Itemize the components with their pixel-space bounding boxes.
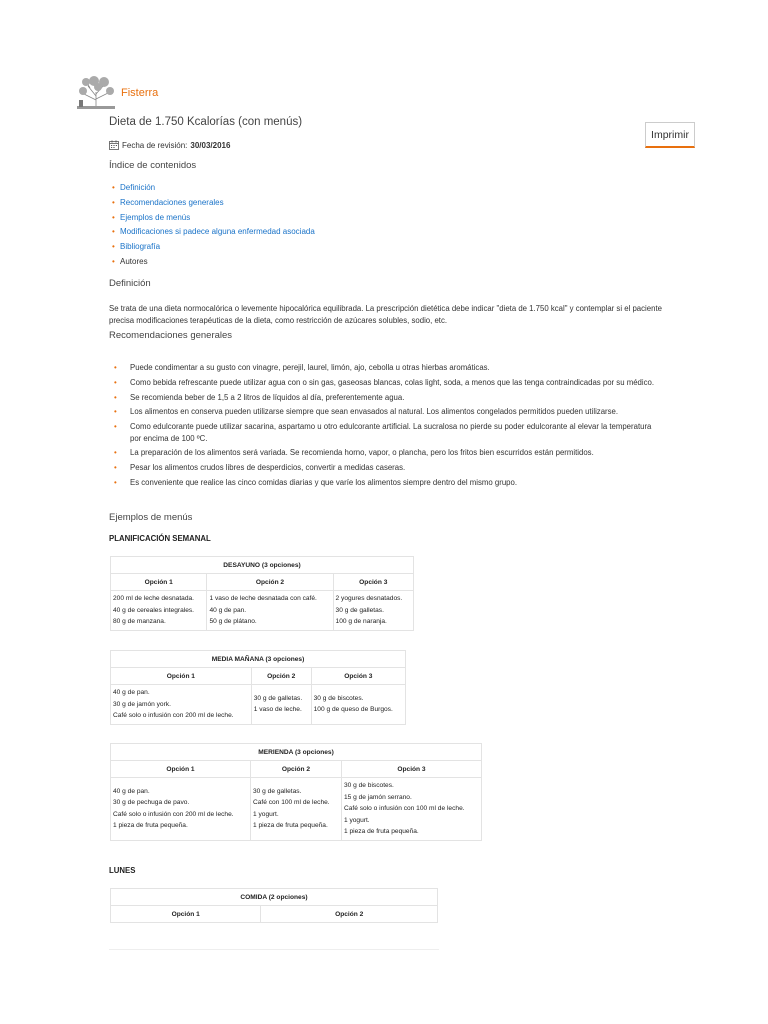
cell-line: 1 vaso de leche desnatada con café. <box>209 595 317 602</box>
revision-date <box>109 140 230 150</box>
cell-line: 100 g de queso de Burgos. <box>313 706 393 714</box>
comida-table <box>110 888 438 923</box>
table-cell <box>207 591 333 631</box>
table-title: DESAYUNO (3 opciones) <box>111 557 414 574</box>
column-header: Opción 2 <box>251 761 342 778</box>
table-cell <box>311 685 405 725</box>
cell-line: 100 g de naranja. <box>335 618 387 625</box>
toc-link-bibliografia[interactable]: Bibliografía <box>120 242 161 252</box>
cell-line: 40 g de pan. <box>209 606 247 614</box>
cell-line: Café solo o infusión con 100 ml de leche. <box>343 805 465 812</box>
list-item: • Se recomienda beber de 1,5 a 2 litros de líquidos al día, preferentemente agua. <box>122 392 662 404</box>
cell-line: Café solo o infusión con 200 ml de leche. <box>113 810 234 818</box>
list-item: • Como bebida refrescante puede utilizar agua con o sin gas, gaseosas blancas, colas light, soda, a menos que las tenga contraindicadas por su médico. <box>122 377 662 389</box>
column-header: Opción 3 <box>341 761 481 778</box>
table-title: MEDIA MAÑANA (3 opciones) <box>111 651 406 668</box>
revision-label: Fecha de revisión: <box>122 140 188 150</box>
toc-link-modificaciones[interactable]: Modificaciones si padece alguna enfermedad asociada <box>120 227 315 237</box>
column-header: Opción 2 <box>251 668 311 685</box>
fisterra-logo <box>74 76 118 110</box>
page-title: Dieta de 1.750 Kcalorías (con menús) <box>109 116 303 128</box>
list-item: • La preparación de los alimentos será variada. Se recomienda horno, vapor, o plancha, pero los fritos bien escurridos están permitidos. <box>122 447 662 459</box>
definition-heading: Definición <box>109 278 151 289</box>
table-cell <box>251 685 311 725</box>
list-item: • Como edulcorante puede utilizar sacarina, aspartamo u otro edulcorante artificial. La sucralosa no pierde su poder edulcorante al elevar la temperatura por encima de 100 ºC. <box>122 421 662 444</box>
column-header: Opción 3 <box>311 668 405 685</box>
table-title: COMIDA (2 opciones) <box>111 889 438 906</box>
cell-line: 40 g de pan. <box>113 689 150 696</box>
calendar-icon <box>109 140 119 150</box>
examples-heading: Ejemplos de menús <box>109 512 193 523</box>
list-item: • Es conveniente que realice las cinco comidas diarias y que varíe los alimentos siempre dentro del mismo grupo. <box>122 477 662 489</box>
table-cell <box>111 778 251 841</box>
monday-label: LUNES <box>109 866 136 875</box>
toc-text-autores: Autores <box>120 256 148 266</box>
table-cell <box>111 591 207 631</box>
definition-text: Se trata de una dieta normocalórica o levemente hipocalórica equilibrada. La prescripción dietética debe indicar "dieta de 1.750 kcal" y contemplar si el paciente precisa modificaciones terapéuticas de la dieta, como restricción de azúcares solubles, sodio, etc. <box>109 304 662 325</box>
cell-line: 30 g de biscotes. <box>313 694 364 702</box>
cell-line: 30 g de galletas. <box>253 787 302 795</box>
cell-line: 1 yogurt. <box>343 816 370 824</box>
table-cell <box>251 778 342 841</box>
table-row <box>111 591 414 631</box>
column-header: Opción 1 <box>111 906 261 923</box>
toc-item-definicion[interactable] <box>112 181 315 196</box>
cell-line: 30 g de galletas. <box>335 606 384 614</box>
divider <box>109 949 439 950</box>
revision-value: 30/03/2016 <box>190 140 231 150</box>
cell-line: 50 g de plátano. <box>209 618 257 625</box>
cell-line: 30 g de pechuga de pavo. <box>113 799 190 807</box>
toc-item-recomendaciones[interactable] <box>112 196 315 211</box>
table-title: MERIENDA (3 opciones) <box>111 744 482 761</box>
cell-line: 200 ml de leche desnatada. <box>113 595 195 602</box>
toc-list <box>112 181 315 270</box>
weekly-planning-label: PLANIFICACIÓN SEMANAL <box>109 534 211 543</box>
cell-line: 30 g de jamón york. <box>113 700 171 708</box>
cell-line: 40 g de pan. <box>113 787 150 795</box>
toc-link-definicion[interactable]: Definición <box>120 183 156 192</box>
table-cell <box>333 591 413 631</box>
toc-item-bibliografia[interactable] <box>112 240 315 255</box>
toc-item-ejemplos[interactable] <box>112 211 315 226</box>
column-header: Opción 1 <box>111 668 252 685</box>
desayuno-table <box>110 556 414 631</box>
cell-line: 80 g de manzana. <box>113 618 166 625</box>
cell-line: 1 pieza de fruta pequeña. <box>253 822 328 830</box>
cell-line: 40 g de cereales integrales. <box>113 606 195 614</box>
toc-item-modificaciones[interactable] <box>112 225 315 240</box>
cell-line: 15 g de jamón serrano. <box>343 793 412 801</box>
print-button[interactable]: Imprimir <box>645 122 695 148</box>
table-row <box>111 778 482 841</box>
list-item: • Pesar los alimentos crudos libres de desperdicios, convertir a medidas caseras. <box>122 462 662 474</box>
table-row <box>111 685 406 725</box>
recommendations-heading: Recomendaciones generales <box>109 330 233 341</box>
cell-line: 30 g de biscotes. <box>343 782 394 789</box>
media-manana-table <box>110 650 406 725</box>
toc-link-ejemplos[interactable]: Ejemplos de menús <box>120 212 191 222</box>
toc-item-autores <box>112 255 315 270</box>
column-header: Opción 2 <box>207 574 333 591</box>
cell-line: 2 yogures desnatados. <box>335 595 403 602</box>
list-item: • Los alimentos en conserva pueden utilizarse siempre que sean envasados al natural. Los alimentos congelados permitidos pueden utilizarse. <box>122 406 662 418</box>
cell-line: 1 pieza de fruta pequeña. <box>113 822 188 830</box>
merienda-table <box>110 743 482 841</box>
recommendations-list <box>122 362 662 492</box>
table-cell <box>111 685 252 725</box>
cell-line: 30 g de galletas. <box>253 694 303 702</box>
toc-heading: Índice de contenidos <box>109 160 197 171</box>
cell-line: Café con 100 ml de leche. <box>253 799 330 807</box>
table-cell <box>341 778 481 841</box>
toc-link-recomendaciones[interactable]: Recomendaciones generales <box>120 197 224 207</box>
column-header: Opción 1 <box>111 574 207 591</box>
cell-line: 1 vaso de leche. <box>253 706 302 714</box>
brand-name[interactable]: Fisterra <box>121 87 159 99</box>
column-header: Opción 2 <box>261 906 438 923</box>
column-header: Opción 3 <box>333 574 413 591</box>
cell-line: Café solo o infusión con 200 ml de leche. <box>113 712 234 719</box>
cell-line: 1 yogurt. <box>253 810 279 818</box>
cell-line: 1 pieza de fruta pequeña. <box>343 828 419 835</box>
list-item: • Puede condimentar a su gusto con vinagre, perejil, laurel, limón, ajo, cebolla u otras hierbas aromáticas. <box>122 362 662 374</box>
column-header: Opción 1 <box>111 761 251 778</box>
